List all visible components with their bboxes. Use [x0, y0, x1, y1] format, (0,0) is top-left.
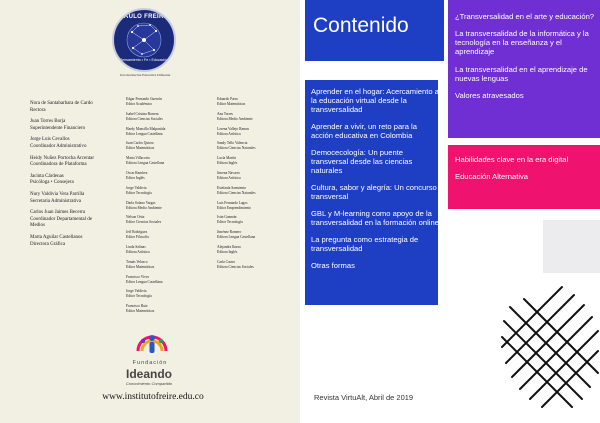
credit-role: Editora Artística [217, 131, 241, 136]
credit-name: Alejandra Ibarra [217, 244, 241, 249]
credit-role: Editor Tecnología [126, 190, 152, 195]
credit-name: Francisco Ruiz [126, 304, 148, 309]
credit-name: Juan Carlos Quiroz [126, 141, 154, 146]
credit-entry [126, 141, 200, 151]
credit-name: Carlos Juan Jaimes Becerra [30, 210, 86, 216]
credit-entry [126, 260, 200, 270]
credit-entry [126, 275, 200, 285]
credit-entry [217, 215, 281, 225]
credit-name: Jacinta Cárdenas [30, 173, 64, 179]
purple-contents-list [455, 12, 595, 108]
credit-name: Nelson Ortiz [126, 215, 145, 220]
credit-entry [30, 156, 104, 169]
credit-entry [217, 127, 281, 137]
credit-name: Jorge Valdivia [126, 185, 147, 190]
credit-entry [30, 101, 104, 114]
credit-name: Darla Solano Vargas [126, 200, 156, 205]
pink-contents-list [455, 155, 595, 189]
credit-name: Hardy Mancilla Malpartida [126, 126, 166, 131]
credit-entry [126, 201, 200, 211]
credit-entry [126, 215, 200, 225]
credit-name: Heidy Nuñez Portocha Arcentar [30, 155, 95, 161]
credit-entry [126, 230, 200, 240]
credit-name: Lucía Martín [217, 156, 236, 161]
contents-item[interactable]: Democecología: Un puente transversal desde las ciencias naturales [311, 148, 413, 175]
credit-entry [30, 119, 104, 132]
page-title: Contenido [313, 14, 409, 37]
credit-entry [217, 112, 281, 122]
credit-name: Isabel Cristina Barrera [126, 111, 159, 116]
credit-entry [30, 174, 104, 187]
contents-item[interactable]: Valores atravesados [455, 90, 524, 100]
credit-entry [30, 235, 104, 248]
credit-entry [217, 97, 281, 107]
credit-role: Editora Artística [126, 249, 150, 254]
credit-name: Francisco Vives [126, 274, 149, 279]
credit-name: Luis Fernando Lagos [217, 200, 248, 205]
ideando-logo-icon [132, 329, 172, 359]
credit-entry [217, 230, 281, 240]
credit-name: Jorge Luis Cevallos [30, 137, 70, 143]
credit-role: Editora Ciencias Naturales [217, 190, 256, 195]
credit-role: Editora Medio Ambiente [217, 116, 253, 121]
credit-role: Editor Tecnología [126, 294, 152, 299]
network-globe-icon [124, 20, 164, 60]
paulo-freire-logo [112, 8, 176, 72]
credits-column-2 [126, 97, 200, 319]
credit-role: Superintendente Financiero [30, 125, 86, 131]
credit-name: Marta Villacorta [126, 156, 150, 161]
credit-role: Editor Matemáticas [126, 146, 155, 151]
credit-role: Coordinador Departamental de Medios [30, 216, 92, 229]
gray-decor-block [543, 220, 600, 273]
credit-entry [217, 260, 281, 270]
credit-role: Editor Matemáticas [126, 264, 155, 269]
credit-entry [126, 156, 200, 166]
credit-name: Ana Torres [217, 111, 233, 116]
credit-name: Carla Castro [217, 259, 236, 264]
contents-item[interactable]: Habilidades clave en la era digital [455, 155, 569, 164]
credit-name: Juan Torres Borja [30, 119, 66, 125]
contents-item[interactable]: Aprender en el hogar: Acercamiento a la educación virtual desde la transversalidad [311, 87, 439, 114]
credit-entry [217, 245, 281, 255]
credit-entry [217, 141, 281, 151]
contents-item[interactable]: La pregunta como estrategia de transversalidad [311, 235, 419, 253]
credit-name: Nora de Santabarbara de Cardo [30, 101, 93, 106]
credit-entry [217, 156, 281, 166]
crosshatch-lines-icon [498, 277, 600, 423]
credit-role: Editor Tecnología [217, 220, 243, 225]
credit-role: Editor Lengua Castellana [126, 279, 163, 284]
credit-role: Editor Matemáticas [126, 309, 155, 314]
credit-role: Editora Ciencias Sociales [217, 264, 254, 269]
credit-name: Jeff Rodríguez [126, 230, 148, 235]
credit-role: Editora Ciencias Sociales [126, 116, 163, 121]
credit-entry [126, 289, 200, 299]
credit-entry [30, 137, 104, 150]
credit-role: Editor Ciencias Sociales [126, 220, 162, 225]
credit-role: Coordinador Administrativo [30, 143, 87, 149]
credit-role: Editora Medio Ambiente [126, 205, 162, 210]
issue-footer: Revista VirtuAlt, Abril de 2019 [314, 393, 414, 402]
credit-role: Editora Inglés [217, 161, 238, 166]
contents-item[interactable]: Aprender a vivir, un reto para la acción educativa en Colombia [311, 122, 417, 140]
credit-name: Jiménez Romero [217, 230, 242, 235]
credit-entry [217, 171, 281, 181]
credit-entry [217, 186, 281, 196]
credit-name: Marta Aguilar Castellanos [30, 234, 83, 240]
credit-role: Editora Inglés [217, 249, 238, 254]
ideando-prefix: Fundación [132, 360, 168, 366]
credit-entry [126, 245, 200, 255]
credit-name: Sandy Tello Valencia [217, 141, 248, 146]
ideando-name: Ideando [125, 367, 172, 381]
credit-name: Oscar Ramírez [126, 170, 148, 175]
credit-role: Coordinadora de Plataforma [30, 162, 87, 168]
credit-entry [126, 97, 200, 107]
credit-entry [30, 210, 104, 230]
credit-name: Nury Valdivia Vera Parrilla [30, 191, 85, 197]
credit-role: Editor Emprendimiento [217, 205, 252, 210]
contents-item[interactable]: GBL y M-learning como apoyo de la transversalidad en la formación online [311, 209, 439, 227]
credit-role: Editor Inglés [126, 175, 145, 180]
credit-entry [126, 127, 200, 137]
credit-role: Rectora [30, 107, 46, 113]
contents-item[interactable]: La transversalidad en el aprendizaje de nuevas lenguas [455, 64, 588, 83]
contents-item[interactable]: La transversalidad de la informática y la tecnología en la enseñanza y el aprendizaje [455, 29, 589, 57]
credit-entry [217, 201, 281, 211]
website-url[interactable]: www.institutofreire.edu.co [102, 392, 204, 402]
credit-role: Directora Gráfica [30, 241, 66, 247]
credit-role: Editora Artística [217, 175, 241, 180]
credit-entry [30, 192, 104, 205]
credit-name: Edgar Fernando Guerrón [126, 97, 162, 101]
credit-role: Editor Académico [126, 102, 153, 106]
credits-column-1 [30, 101, 104, 253]
credit-name: Linda Salinas [126, 244, 146, 249]
credits-column-3 [217, 97, 281, 275]
credit-entry [126, 186, 200, 196]
credit-entry [126, 304, 200, 314]
blue-contents-list [311, 87, 439, 278]
credit-name: Jimena Navarro [217, 170, 240, 175]
logo-ring-top: PAULO FREIRE [120, 14, 168, 20]
credit-name: Tomás Velasco [126, 259, 148, 264]
credit-role: Secretaria Administrativa [30, 198, 81, 204]
logo-ring-bottom: Pensamiento • Fe • Educación [119, 58, 169, 62]
credit-entry [126, 112, 200, 122]
contents-item[interactable]: Cultura, sabor y alegría: Un concurso transversal [311, 183, 437, 201]
credit-role: Editora Ciencias Naturales [217, 146, 256, 151]
credit-role: Editora Lengua Castellana [126, 161, 165, 166]
contents-item[interactable]: ¿Transversalidad en el arte y educación? [455, 12, 595, 21]
credit-name: Iván Guzmán [217, 215, 237, 220]
contents-item[interactable]: Otras formas [311, 261, 355, 270]
credit-name: Lorena Vallejo Ramos [217, 126, 250, 131]
credit-name: Jorge Valdivia [126, 289, 147, 294]
contents-item[interactable]: Educación Alternativa [455, 172, 529, 182]
credit-role: Editora Lengua Castellana [217, 235, 256, 240]
credit-name: Estefanía Sarmiento [217, 185, 247, 190]
credit-role: Editor Filosofía [126, 235, 149, 240]
credit-entry [126, 171, 200, 181]
credit-role: Editor Matemáticas [217, 102, 246, 106]
credit-name: Eduardo Parra [217, 97, 238, 101]
logo-tagline: Una Institución Educativa Diferente [119, 73, 171, 77]
credit-role: Psicóloga • Consejera [30, 180, 74, 186]
ideando-subtitle: Conocimiento Compartido [125, 381, 173, 386]
credit-role: Editor Lengua Castellana [126, 131, 163, 136]
